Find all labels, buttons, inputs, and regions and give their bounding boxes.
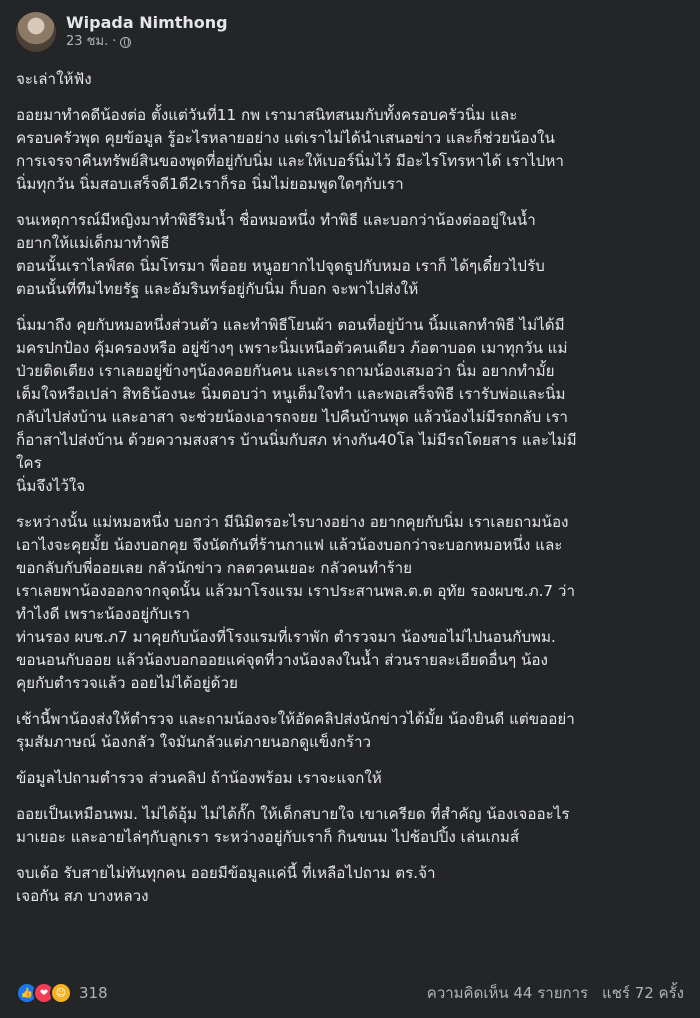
- like-icon: 👍: [16, 982, 38, 1004]
- post-footer: [16, 978, 684, 1008]
- post-paragraph: ออยเป็นเหมือนพม. ไม่ได้อุ้ม ไม่ได้กั๊ก ให้เด็กสบายใจ เขาเครียด ที่สำคัญ น้องเจออะไร มาเยอะ และอายไล่ๆกับลูกเรา ระหว่างอยู่กับเราก็ กินขนม ไปช้อปปิ้ง เล่นเกมส์: [16, 805, 570, 846]
- author-avatar[interactable]: [16, 12, 56, 52]
- globe-icon[interactable]: [120, 37, 131, 48]
- post-paragraph: ข้อมูลไปถามตำรวจ ส่วนคลิป ถ้าน้องพร้อม เราจะแจกให้: [16, 769, 382, 787]
- love-icon: ❤: [33, 982, 55, 1004]
- author-name[interactable]: Wipada Nimthong: [66, 13, 228, 32]
- engagement-stats: [427, 981, 684, 1005]
- care-icon: ☺: [50, 982, 72, 1004]
- post-body: [16, 68, 684, 908]
- share-count[interactable]: แชร์ 72 ครั้ง: [602, 984, 684, 1002]
- post-paragraph: ระหว่างนั้น แม่หมอหนึ่ง บอกว่า มีนิมิตรอะไรบางอย่าง อยากคุยกับนิ่ม เราเลยถามน้อง เอาไงจะคุยมั้ย น้องบอกคุย จึงนัดกันที่ร้านกาแฟ แล้วน้องบอกว่าจะบอกหมอหนึ่ง และ ขอกลับกับพี่ออยเลย กลัวนักข่าว กลตวคนเยอะ กลัวคนทำร้าย เราเลยพาน้องออกจากจุดนั้น แล้วมาโรงแรม เราประสานพล.ต.ต อุทัย รองผบช.ภ.7 ว่า ทำไงดี เพราะน้องอยู่กับเรา ท่านรอง ผบช.ภ7 มาคุยกับน้องที่โรงแรมที่เราพัก ตำรวจมา น้องขอไม่ไปนอนกับพม. ขอนอนกับออย แล้วน้องบอกออยแค่จุดที่วางน้องลงในน้ำ ส่วนรายละเอียดอื่นๆ น้อง คุยกับตำรวจแล้ว ออยไม่ได้อยู่ด้วย: [16, 513, 575, 692]
- separator-dot: ·: [112, 34, 117, 49]
- post-time[interactable]: 23 ชม.: [66, 34, 109, 49]
- comment-count[interactable]: ความคิดเห็น 44 รายการ: [426, 984, 589, 1002]
- reaction-count[interactable]: 318: [79, 984, 108, 1002]
- post-paragraph: เช้านี้พาน้องส่งให้ตำรวจ และถามน้องจะให้อัดคลิปส่งนักข่าวได้มั้ย น้องยินดี แต่ขออย่า รุมสัมภาษณ์ น้องกลัว ใจมันกลัวแต่ภายนอกดูแข็งกร้าว: [16, 710, 575, 751]
- post-paragraph: จบเด้อ รับสายไม่ทันทุกคน ออยมีข้อมูลแค่นี้ ที่เหลือไปถาม ตร.จ้า เจอกัน สภ บางหลวง: [16, 864, 436, 905]
- post-paragraph: จะเล่าให้ฟัง: [16, 70, 92, 88]
- post-header: [16, 0, 684, 56]
- post-meta: [66, 13, 228, 51]
- post-paragraph: นิ่มมาถึง คุยกับหมอหนึ่งส่วนตัว และทำพิธีโยนผ้า ตอนที่อยู่บ้าน นิ้มแลกทำพิธี ไม่ได้มี มครปกป้อง คุ้มครองหรือ อยู่ข้างๆ เพราะนิ่มเหนือตัวคนเดียว ภ้อตาบอด เมาทุกวัน แม่ ป่วยติดเตียง เราเลยอยู่ข้างๆน้องคอยกันคน และเราถามน้องเสมอว่า นิ่ม อยากทำมั้ย เต็มใจหรือเปล่า สิทธิน้องนะ นิ่มตอบว่า หนูเต็มใจทำ และพอเสร็จพิธี เรารับพ่อและนิ่ม กลับไปส่งบ้าน และอาสา จะช่วยน้องเอารถจยย ไปคืนบ้านพุด แล้วน้องไม่มีรถกลับ เรา ก็อาสาไปส่งบ้าน ด้วยความสงสาร บ้านนิ่มกับสภ ห่างกัน40โล ไม่มีรถโดยสาร และไม่มี ใคร นิ่มจึงไว้ใจ: [16, 316, 577, 495]
- reactions-summary[interactable]: [16, 982, 108, 1004]
- post-subline: [66, 33, 228, 51]
- post-paragraph: จนเหตุการณ์มีหญิงมาทำพิธีริมน้ำ ชื่อหมอหนึ่ง ทำพิธี และบอกว่าน้องต่ออยู่ในน้ำ อยากให้แม่เด็กมาทำพิธี ตอนนั้นเราไลฟ์สด นิ่มโทรมา พี่ออย หนูอยากไปจุดธูปกับหมอ เราก็ ได้ๆเดี๋ยวไปรับ ตอนนั้นที่ทีมไทยรัฐ และอัมรินทร์อยู่กับนิ่ม ก็บอก จะพาไปส่งให้: [16, 211, 545, 298]
- post-paragraph: ออยมาทำคดีน้องต่อ ตั้งแต่วันที่11 กพ เรามาสนิทสนมกับทั้งครอบครัวนิ่ม และ ครอบครัวพุด คุยข้อมูล รู้อะไรหลายอย่าง แต่เราไม่ได้นำเสนอข่าว และก็ช่วยน้องใน การเจรจาคืนทรัพย์สินของพุดที่อยู่กับนิ่ม และให้เบอร์นิ่มไว้ มีอะไรโทรหาได้ เราไปหา นิ่มทุกวัน นิ่มสอบเสร็จดี1ดี2เราก็รอ นิ่มไม่ยอมพูดใดๆกับเรา: [16, 106, 564, 193]
